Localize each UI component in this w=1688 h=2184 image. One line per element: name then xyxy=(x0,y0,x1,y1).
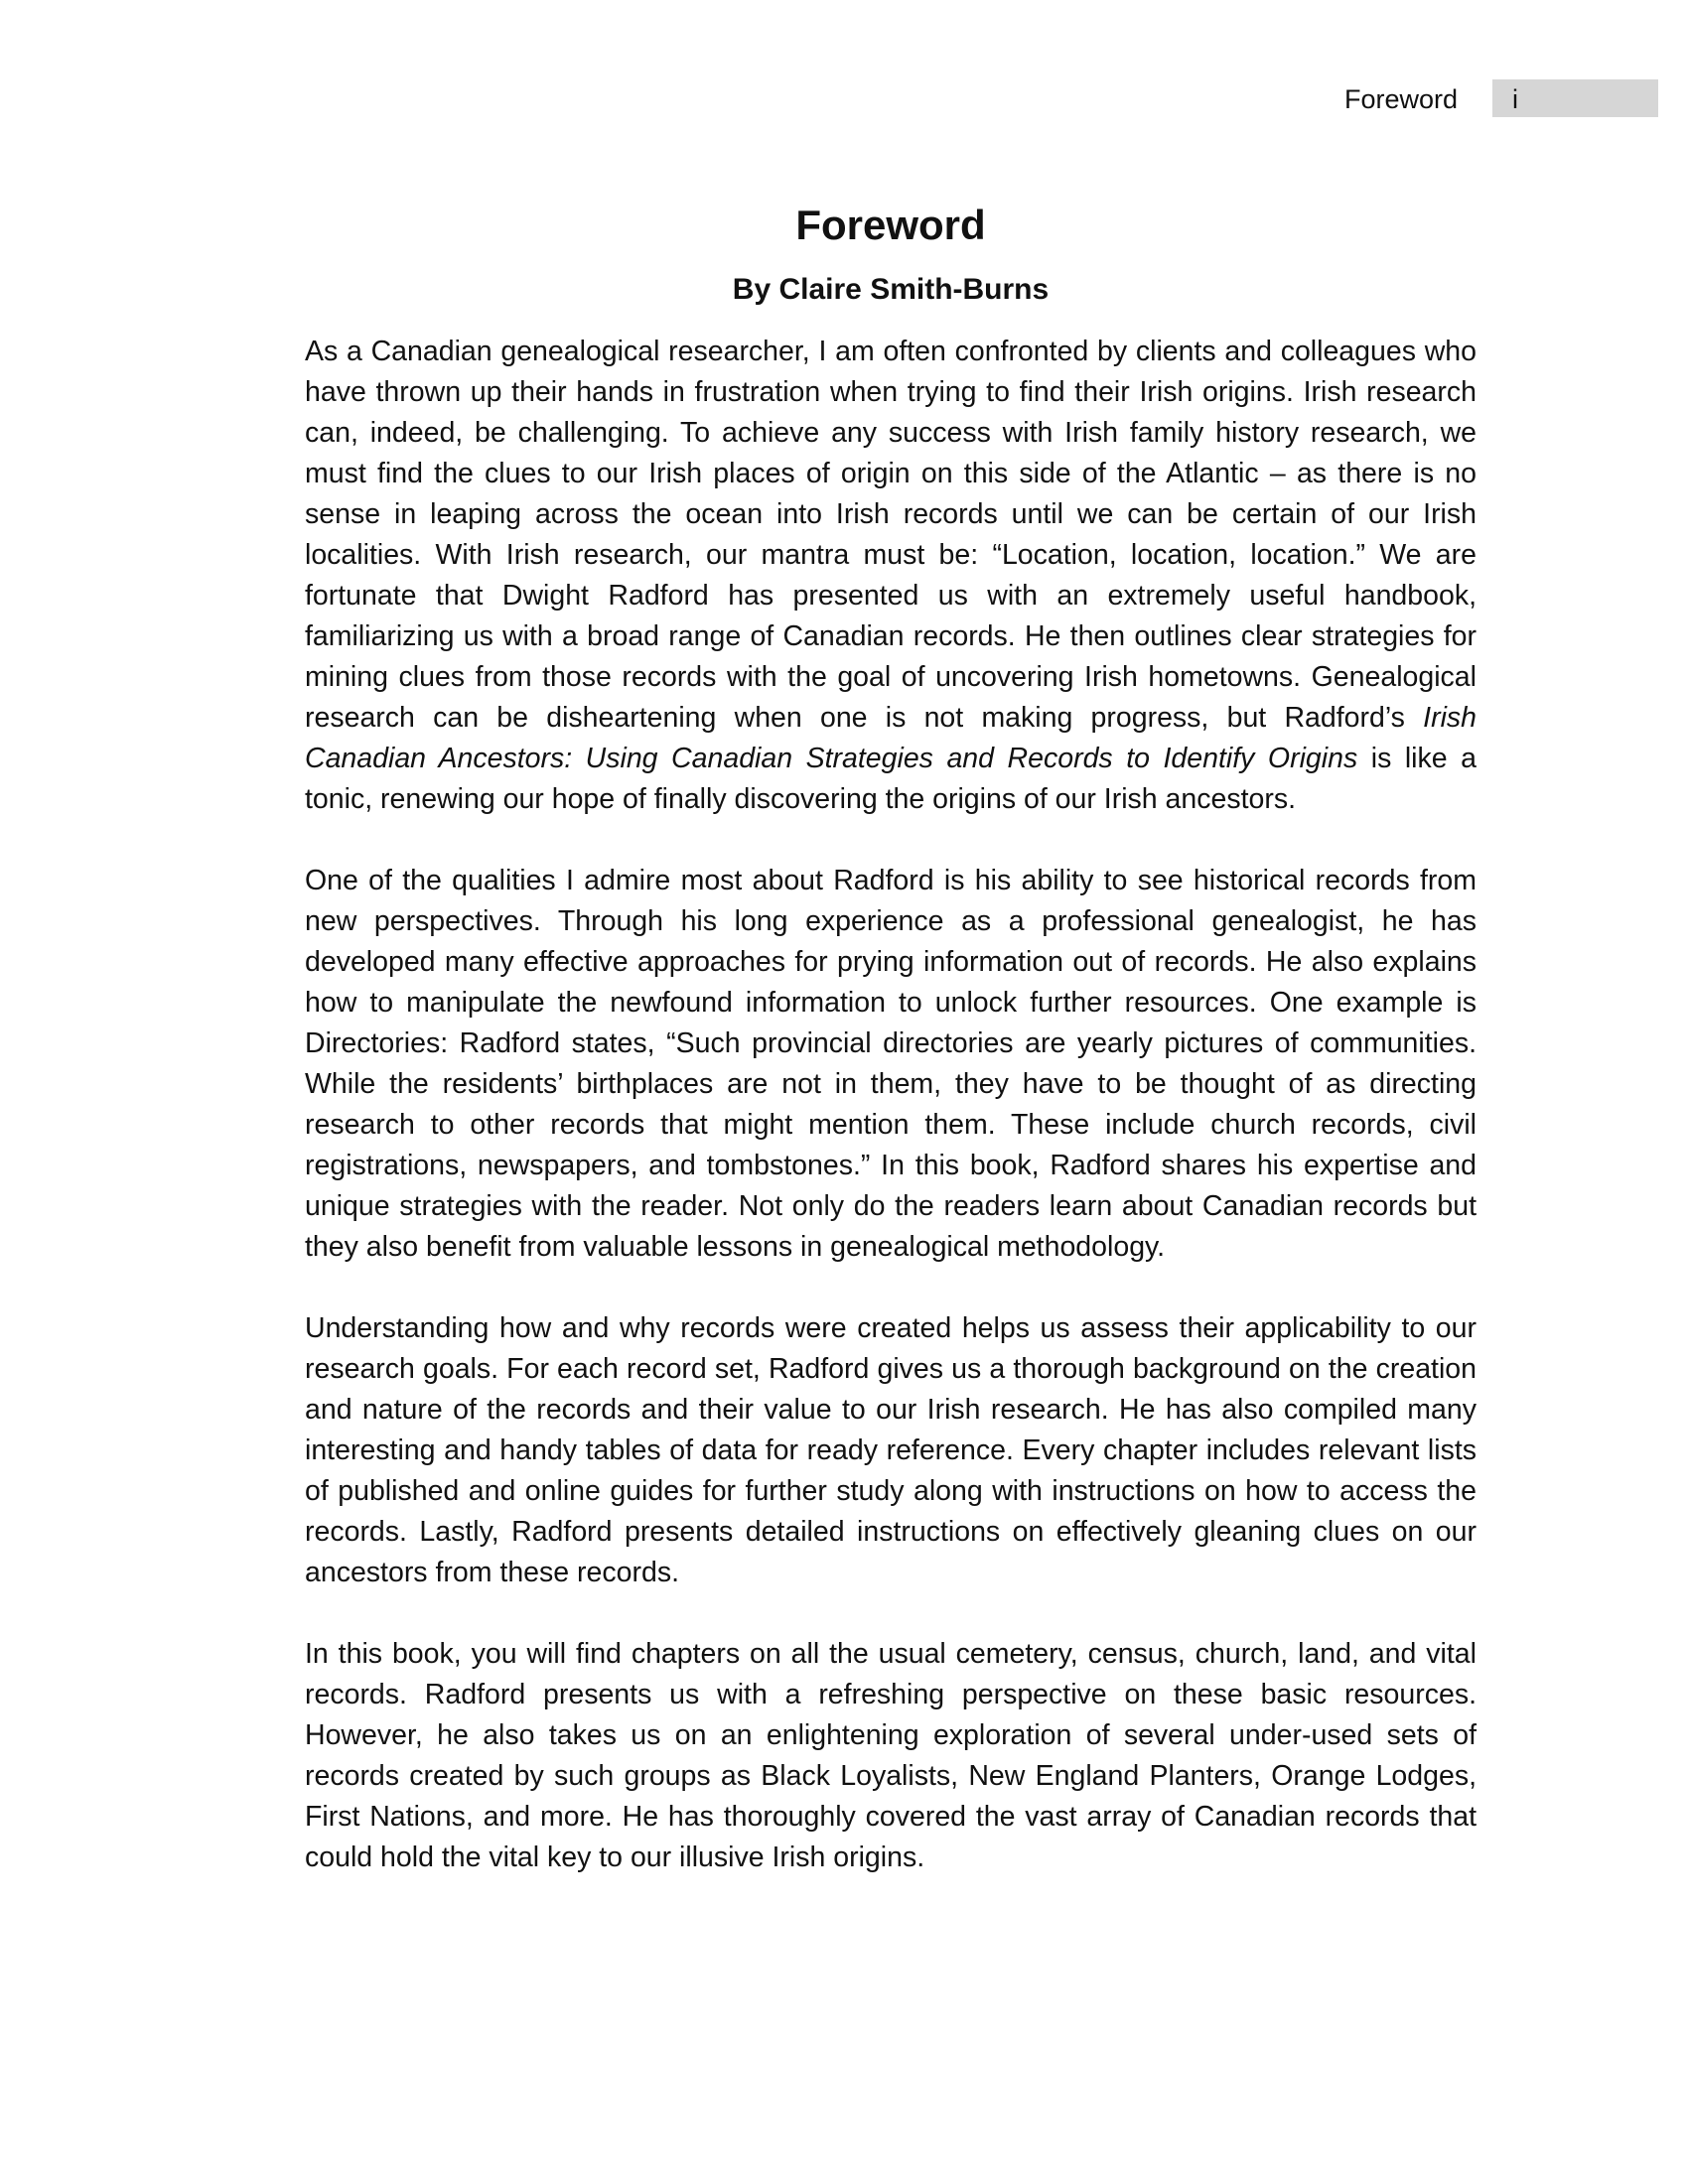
paragraph-2: One of the qualities I admire most about Radford is his ability to see historical records from new perspectives. Through his long experience as a professional genealogist, he has developed many effective approaches for prying information out of records. He also explains how to manipulate the newfound information to unlock further resources. One example is Directories: Radford states, “Such provincial directories are yearly pictures of communities. While the residents’ birthplaces are not in them, they have to be thought of as directing research to other records that might mention them. These include church records, civil registrations, newspapers, and tombstones.” In this book, Radford shares his expertise and unique strategies with the reader. Not only do the readers learn about Canadian records but they also benefit from valuable lessons in genealogical methodology. xyxy=(305,865,1477,1263)
running-header xyxy=(0,79,1688,119)
paragraph-3: Understanding how and why records were created helps us assess their applicability to our research goals. For each record set, Radford gives us a thorough background on the creation and nature of the records and their value to our Irish research. He has also compiled many interesting and handy tables of data for ready reference. Every chapter includes relevant lists of published and online guides for further study along with instructions on how to access the records. Lastly, Radford presents detailed instructions on effectively gleaning clues on our ancestors from these records. xyxy=(305,1312,1477,1588)
book-title: Irish Canadian Ancestors: Using Canadian Strategies and Records to Identify Origins xyxy=(305,702,1477,774)
foreword-body xyxy=(305,199,1477,1919)
page-number-tab xyxy=(1492,79,1658,117)
running-title: Foreword xyxy=(1343,84,1458,114)
page-number: i xyxy=(1512,84,1518,114)
author-byline: By Claire Smith-Burns xyxy=(732,273,1050,306)
paragraph-1-text-after: is like a tonic, renewing our hope of finally discovering the origins of our Irish ancestors. xyxy=(305,743,1477,815)
paragraph-1-text-before: As a Canadian genealogical researcher, I am often confronted by clients and colleagues who have thrown up their hands in frustration when trying to find their Irish origins. Irish research can, indeed, be challenging. To achieve any success with Irish family history research, we must find the clues to our Irish places of origin on this side of the Atlantic – as there is no sense in leaping across the ocean into Irish records until we can be certain of our Irish localities. With Irish research, our mantra must be: “Location, location, location.” We are fortunate that Dwight Radford has presented us with an extremely useful handbook, familiarizing us with a broad range of Canadian records. He then outlines clear strategies for mining clues from those records with the goal of uncovering Irish hometowns. Genealogical research can be disheartening when one is not making progress, but Radford’s xyxy=(305,336,1477,734)
paragraph-1 xyxy=(305,332,1477,820)
paragraph-4: In this book, you will find chapters on all the usual cemetery, census, church, land, and vital records. Radford presents us with a refreshing perspective on these basic resources. However, he also takes us on an enlightening exploration of several under-used sets of records created by such groups as Black Loyalists, New England Planters, Orange Lodges, First Nations, and more. He has thoroughly covered the vast array of Canadian records that could hold the vital key to our illusive Irish origins. xyxy=(305,1638,1477,1873)
page-title: Foreword xyxy=(795,202,986,248)
